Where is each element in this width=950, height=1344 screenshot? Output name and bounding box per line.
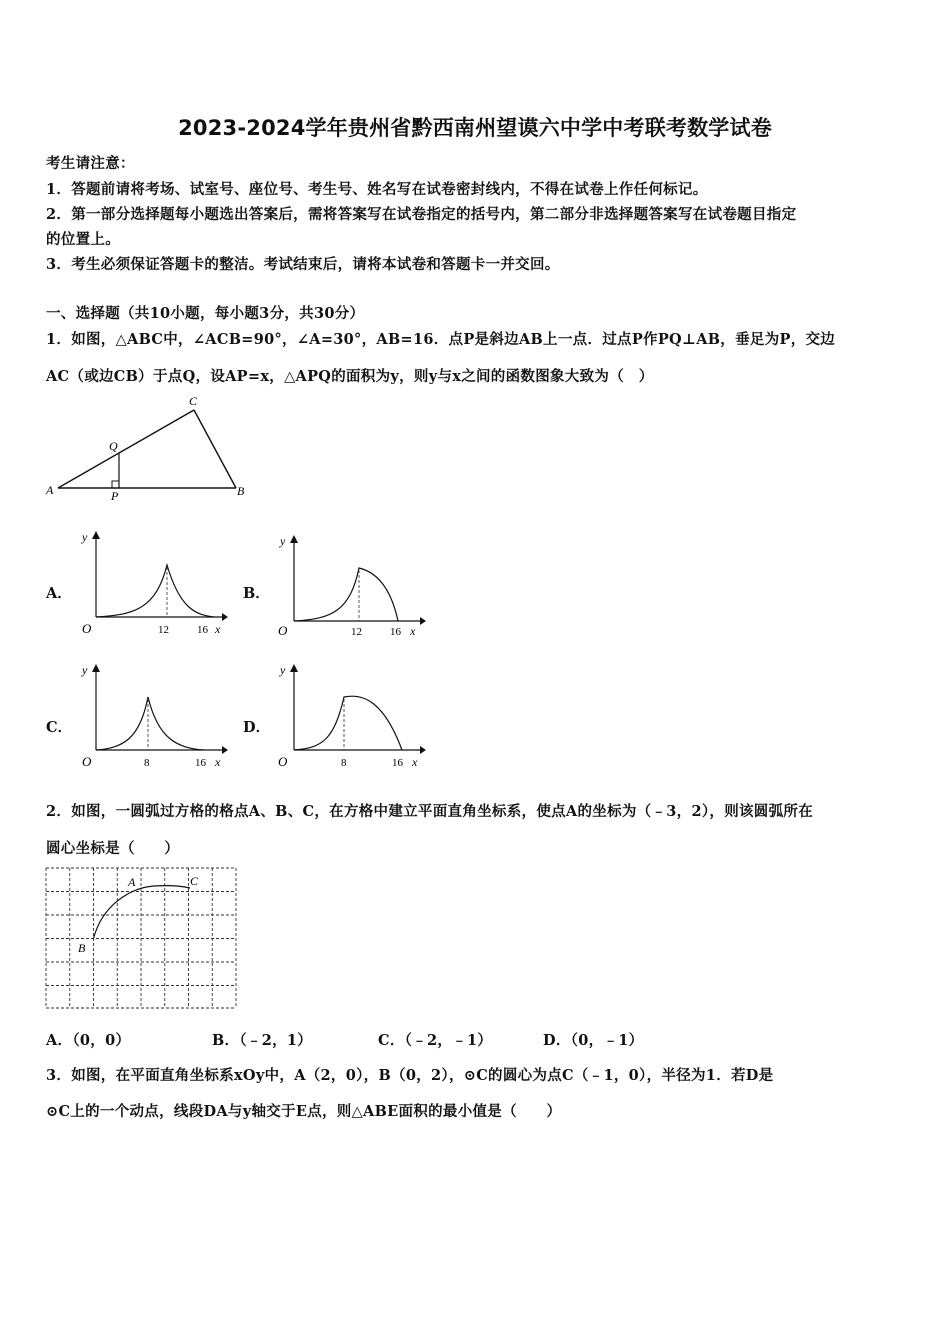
q1-graph-D <box>272 660 426 780</box>
q1-option-A[interactable]: A． <box>46 585 72 602</box>
page-title: 2023-2024学年贵州省黔西南州望谟六中学中考联考数学试卷 <box>178 116 772 140</box>
label-A: A <box>46 483 54 497</box>
q1-graph-A <box>74 527 228 645</box>
label-A: A <box>128 875 136 889</box>
q1-option-C[interactable]: C． <box>46 719 73 736</box>
label-C: C <box>190 874 199 888</box>
label-B: B <box>237 484 245 498</box>
tick-peak: 8 <box>144 757 150 769</box>
q1-text-line1: 1．如图，△ABC中，∠ACB=90°，∠A=30°，AB=16．点P是斜边AB上一点．过点P作PQ⊥AB，垂足为P，交边 <box>46 331 836 348</box>
label-P: P <box>111 489 119 503</box>
q2-text-line1: 2．如图，一圆弧过方格的格点A、B、C，在方格中建立平面直角坐标系，使点A的坐标为（﹣3，2），则该圆弧所在 <box>46 803 814 820</box>
origin: O <box>278 623 288 638</box>
q2-grid-figure <box>44 866 240 1012</box>
tick-end: 16 <box>195 757 206 769</box>
q2-choice-B[interactable]: B．（﹣2，1） <box>212 1032 313 1049</box>
notice-item-2: 2．第一部分选择题每小题选出答案后，需将答案写在试卷指定的括号内，第二部分非选择题答案写在试卷题目指定 <box>46 206 797 223</box>
tick-end: 16 <box>197 624 208 636</box>
q1-option-B[interactable]: B． <box>243 585 270 602</box>
q2-choice-C[interactable]: C．（﹣2，﹣1） <box>378 1032 493 1049</box>
q2-choice-D[interactable]: D．（0，﹣1） <box>543 1032 644 1049</box>
q1-triangle-figure <box>44 392 248 504</box>
notice-heading: 考生请注意： <box>46 155 135 172</box>
q1-text-line2: AC（或边CB）于点Q，设AP=x，△APQ的面积为y，则y与x之间的函数图象大致为（ ） <box>46 368 654 385</box>
axis-y: y <box>280 663 286 677</box>
origin: O <box>82 754 92 769</box>
q1-graph-C <box>74 660 228 780</box>
tick-peak: 8 <box>341 757 347 769</box>
tick-end: 16 <box>390 626 401 638</box>
axis-x: x <box>215 622 221 636</box>
axis-y: y <box>82 530 88 544</box>
origin: O <box>278 754 288 769</box>
q1-graph-B <box>272 531 426 645</box>
axis-x: x <box>215 755 221 769</box>
label-Q: Q <box>109 439 118 453</box>
q1-option-D[interactable]: D． <box>243 719 271 736</box>
tick-peak: 12 <box>158 624 169 636</box>
tick-end: 16 <box>392 757 403 769</box>
label-C: C <box>189 394 198 408</box>
axis-x: x <box>412 755 418 769</box>
q2-text-line2: 圆心坐标是（ ） <box>46 840 180 857</box>
section-heading: 一、选择题（共10小题，每小题3分，共30分） <box>46 305 365 322</box>
q3-text-line2: ⊙C上的一个动点，线段DA与y轴交于E点，则△ABE面积的最小值是（ ） <box>46 1103 562 1120</box>
notice-item-1: 1．答题前请将考场、试室号、座位号、考生号、姓名写在试卷密封线内，不得在试卷上作任何标记。 <box>46 181 708 198</box>
q2-choice-A[interactable]: A．（0，0） <box>46 1032 131 1049</box>
notice-item-2-cont: 的位置上。 <box>46 231 120 248</box>
axis-x: x <box>410 624 416 638</box>
origin: O <box>82 621 92 636</box>
tick-peak: 12 <box>351 626 362 638</box>
axis-y: y <box>82 663 88 677</box>
axis-y: y <box>280 534 286 548</box>
notice-item-3: 3．考生必须保证答题卡的整洁。考试结束后，请将本试卷和答题卡一并交回。 <box>46 256 560 273</box>
q3-text-line1: 3．如图，在平面直角坐标系xOy中，A（2，0），B（0，2），⊙C的圆心为点C（﹣1，0），半径为1．若D是 <box>46 1067 774 1084</box>
label-B: B <box>78 941 86 955</box>
